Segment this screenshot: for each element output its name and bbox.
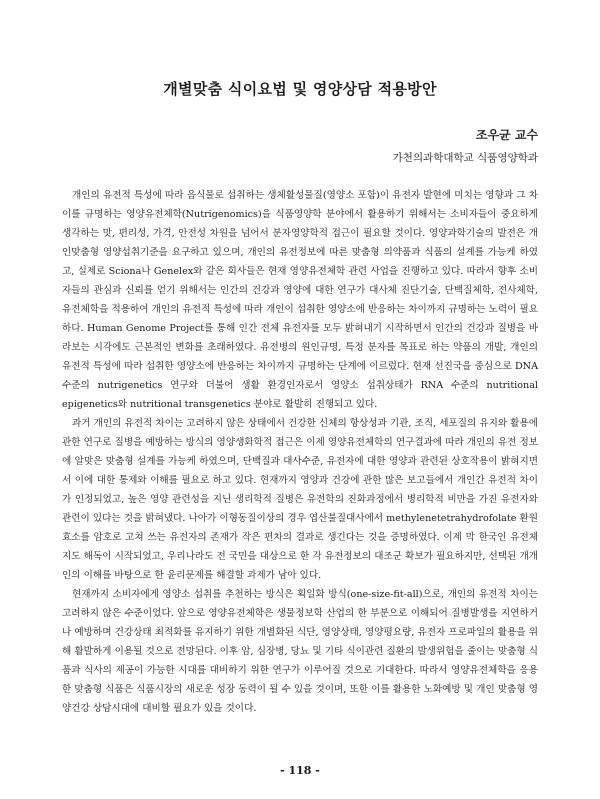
page-title: 개별맞춤 식이요법 및 영양상담 적용방안 xyxy=(163,80,437,98)
body-text xyxy=(62,186,538,718)
author-affiliation: 가천의과학대학교 식품영양학과 xyxy=(392,152,538,164)
paragraph-2: 과거 개인의 유전적 차이는 고려하지 않은 상태에서 건강한 신체의 항상성과 기관, 조직, 세포질의 유지와 활용에 관한 연구로 질병을 예방하는 방식의 영양생화학적 접근은 이제 영양유전체학의 연구결과에 따라 개인의 유전 정보에 알맞은 맞춤형 설계를 가능케 하였으며, 단백질과 대사수준, 유전자에 대한 영양과 관련된 상호작용이 밝혀지면서 이에 대한 통제와 이해를 필요로 하고 있다. 현재까지 영양과 건강에 관한 많은 보고들에서 개인간 유전적 차이가 인정되었고, 높은 영양 관련성을 지닌 생리학적 질병은 유전학의 진화과정에서 병리학적 비만을 가진 유전자와 관련이 있다는 것을 밝혀냈다. 나아가 이형동질이상의 경우 엽산불질대사에서 methylenetetrahydrofolate 환원효소를 암호로 고쳐 쓰는 유전자의 존재가 작은 편차의 결과로 생긴다는 것을 증명하였다. 이제 막 한국인 유전체 지도 해독이 시작되었고, 우리나라도 전 국민을 대상으로 한 각 유전정보의 대조군 확보가 필요하지만, 선택된 개개인의 이해를 바탕으로 한 윤리문제를 해결할 과제가 남아 있다. xyxy=(62,418,538,581)
page-number: - 118 - xyxy=(280,764,320,777)
author-name: 조우균 교수 xyxy=(475,128,538,142)
paragraph-1: 개인의 유전적 특성에 따라 음식물로 섭취하는 생체활성물질(영양소 포함)이 유전자 발현에 미치는 영향과 그 차이를 규명하는 영양유전체학(Nutrigenomics)을 식품영양학 분야에서 활용하기 위해서는 소비자들이 중요하게 생각하는 맛, 편리성, 가격, 안전성 차원을 넘어서 분자영양학적 접근이 필요할 것이다. 영양과학기술의 발전은 개인맞춤형 영양섭취기준을 요구하고 있으며, 개인의 유전정보에 따른 맞춤형 의약품과 식품의 설계를 가능케 하였고, 실제로 Sciona나 Genelex와 같은 회사들은 현재 영양유전체학 관련 사업을 진행하고 있다. 따라서 향후 소비자들의 관심과 신뢰를 얻기 위해서는 인간의 건강과 영양에 대한 연구가 대사체 진단기술, 단백질체학, 전사체학, 유전체학을 적용하여 개인의 유전적 특성에 따라 개인이 섭취한 영양소에 반응하는 차이까지 규명하는 노력이 필요하다. Human Genome Project를 통해 인간 전체 유전자를 모두 밝혀내기 시작하면서 인간의 건강과 질병을 바라보는 시각에도 근본적인 변화를 초래하였다. 유전병의 원인규명, 특정 분자를 목표로 하는 약품의 개발, 개인의 유전적 특성에 따라 섭취한 영양소에 반응하는 차이까지 규명하는 단계에 이르렀다. 현재 선진국을 중심으로 DNA 수준의 nutrigenetics 연구와 더불어 생활 환경인자로서 영양소 섭취상태가 RNA 수준의 nutritional epigenetics와 nutritional transgenetics 분야로 활발히 진행되고 있다. xyxy=(62,190,538,410)
paragraph-3: 현재까지 소비자에게 영양소 섭취를 추천하는 방식은 획일화 방식(one-size-fit-all)으로, 개인의 유전적 차이는 고려하지 않은 수준이었다. 앞으로 영양유전체학은 생물정보학 산업의 한 부분으로 이해되어 질병발생을 지연하거나 예방하며 건강상태 최적화를 유지하기 위한 개별화된 식단, 영양상태, 영양평요량, 유전자 프로파일의 활용을 위해 활발하게 이용될 것으로 전망된다. 이후 암, 심장병, 당뇨 및 기타 식이관련 질환의 발생위험을 줄이는 맞춤형 식품과 식사의 제공이 가능한 시대를 대비하기 위한 연구가 이루어질 것으로 기대한다. 따라서 영양유전체학을 응용한 맞춤형 식품은 식품시장의 새로운 성장 동력이 될 수 있을 것이며, 또한 이를 활용한 노화예방 및 개인 맞춤형 영양건강 상담시대에 대비할 필요가 있을 것이다. xyxy=(62,589,538,714)
